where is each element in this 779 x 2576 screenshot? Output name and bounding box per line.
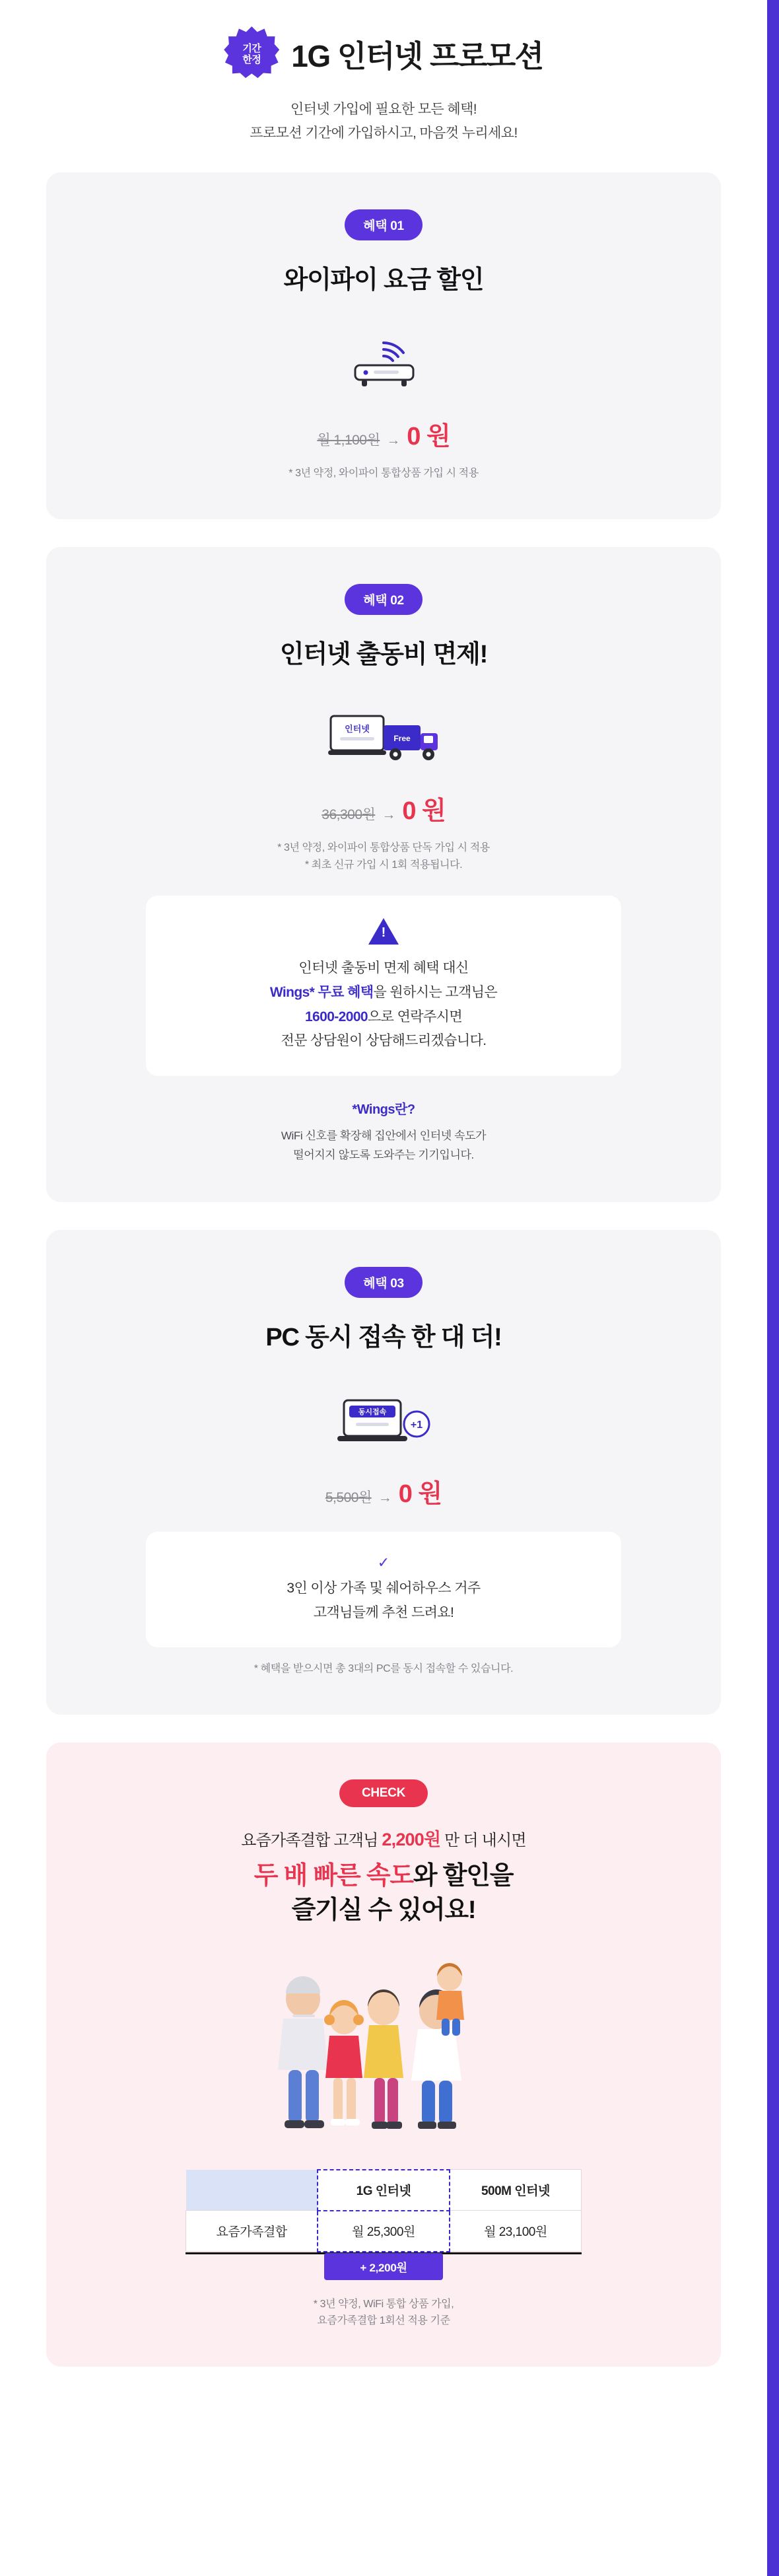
page-title: 1G 인터넷 프로모션	[291, 39, 543, 73]
wings-line2	[166, 981, 601, 1005]
svg-text:인터넷: 인터넷	[345, 723, 370, 734]
router-icon	[334, 326, 433, 398]
benefit-01-price-old: 월 1,100원	[317, 433, 380, 448]
compare-price-500m: 월 23,100원	[450, 2211, 582, 2252]
warning-exclamation: !	[381, 925, 386, 941]
benefit-03-price-arrow: →	[378, 1489, 392, 1505]
header-subtitle	[0, 98, 767, 145]
benefit-01-badge: 혜택 01	[345, 209, 423, 240]
check-lead-a: 요즘가족결합 고객님	[241, 1832, 382, 1850]
wings-definition	[73, 1098, 694, 1165]
benefit-03-title: PC 동시 접속 한 대 더!	[265, 1323, 502, 1351]
wings-phone-number[interactable]: 1600-2000	[304, 1009, 368, 1024]
check-card	[46, 1742, 721, 2367]
family-figures-icon	[252, 1947, 516, 2145]
benefit-03-note: * 혜택을 받으시면 총 3대의 PC를 동시 접속할 수 있습니다.	[254, 1663, 514, 1675]
burst-text	[224, 26, 279, 82]
wings-desc-line1: WiFi 신호를 확장해 집안에서 인터넷 속도가	[281, 1129, 487, 1143]
benefit-card-03	[46, 1230, 721, 1715]
service-truck-illustration	[73, 694, 694, 773]
warning-icon	[368, 918, 399, 946]
benefit-03-recommend-text	[166, 1577, 601, 1626]
truck-icon	[311, 694, 456, 773]
check-headline-row1	[73, 1859, 694, 1893]
page-header	[0, 0, 767, 145]
check-footnote	[73, 2296, 694, 2330]
wings-info-box	[146, 896, 621, 1076]
benefit-03-price-old: 5,500원	[325, 1489, 372, 1505]
wings-definition-desc	[73, 1127, 694, 1165]
burst-line1: 기간	[242, 42, 261, 54]
price-compare-table	[186, 2169, 582, 2281]
benefit-01-price	[73, 415, 694, 452]
svg-text:Free: Free	[393, 733, 411, 743]
compare-price-1g: 월 25,300원	[318, 2211, 450, 2252]
benefit-03-price-new: 0 원	[398, 1480, 442, 1508]
wings-line2-tail: 을 원하시는 고객님은	[373, 984, 498, 1000]
svg-text:+1: +1	[410, 1419, 423, 1431]
check-footnote-line1: * 3년 약정, WiFi 통합 상품 가입,	[313, 2298, 454, 2310]
check-headline-row2: 즐기실 수 있어요!	[291, 1896, 476, 1924]
benefit-03-recommend-line2: 고객님들께 추천 드려요!	[313, 1604, 454, 1620]
benefit-card-01	[46, 172, 721, 519]
check-lead	[73, 1826, 694, 1854]
check-lead-c: 만 더 내시면	[440, 1832, 526, 1850]
benefit-01-price-new: 0 원	[407, 423, 450, 451]
burst-line2: 한정	[242, 54, 261, 65]
benefit-02-price-new: 0 원	[402, 797, 446, 825]
wings-line1: 인터넷 출동비 면제 혜택 대신	[298, 960, 469, 976]
compare-row-label: 요즘가족결합	[186, 2211, 318, 2252]
compare-head-blank	[186, 2170, 318, 2211]
benefit-02-title: 인터넷 출동비 면제!	[279, 640, 488, 668]
benefit-02-badge: 혜택 02	[345, 584, 423, 615]
benefit-03-badge: 혜택 03	[345, 1267, 423, 1298]
check-footnote-line2: 요즘가족결합 1회선 적용 기준	[317, 2315, 450, 2327]
laptop-icon	[318, 1383, 450, 1456]
title-row	[0, 26, 767, 82]
table-row	[186, 2211, 582, 2252]
benefit-01-note: * 3년 약정, 와이파이 통합상품 가입 시 적용	[288, 468, 479, 480]
price-difference-badge: + 2,200원	[324, 2253, 443, 2280]
wings-desc-line2: 떨어지지 않도록 도와주는 기기입니다.	[293, 1149, 474, 1162]
svg-text:동시접속: 동시접속	[358, 1408, 387, 1416]
benefit-02-note-line1: * 3년 약정, 와이파이 통합상품 단독 가입 시 적용	[277, 841, 490, 853]
benefit-02-price-arrow: →	[382, 806, 396, 822]
benefit-03-recommend-box	[146, 1532, 621, 1648]
compare-head-500m: 500M 인터넷	[450, 2170, 582, 2211]
benefit-02-note-line2: * 최초 신규 가입 시 1회 적용됩니다.	[304, 859, 463, 871]
compare-table	[186, 2169, 582, 2252]
header-sub-line1: 인터넷 가입에 필요한 모든 혜택!	[290, 102, 477, 117]
family-illustration	[252, 1947, 516, 2145]
benefit-01-title: 와이파이 요금 할인	[283, 266, 484, 295]
check-icon: ✓	[377, 1554, 390, 1571]
benefit-02-price	[73, 790, 694, 826]
limited-time-burst-icon	[224, 26, 279, 82]
wings-info-text	[166, 956, 601, 1054]
compare-head-1g: 1G 인터넷	[318, 2170, 450, 2211]
check-lead-amount: 2,200원	[382, 1830, 441, 1850]
laptop-plus-illustration	[73, 1377, 694, 1456]
wings-line3-tail: 으로 연락주시면	[367, 1009, 463, 1024]
check-badge: CHECK	[339, 1779, 428, 1807]
wings-line4: 전문 상담원이 상담해드리겠습니다.	[281, 1033, 487, 1049]
wings-definition-title: *Wings란?	[352, 1102, 415, 1118]
wings-line3	[166, 1005, 601, 1030]
benefit-02-note	[73, 840, 694, 873]
check-headline-rest: 와 할인을	[413, 1862, 514, 1890]
benefit-03-price	[73, 1473, 694, 1509]
wings-free-label: Wings* 무료 혜택	[269, 984, 374, 1000]
benefit-card-02	[46, 547, 721, 1202]
check-headline	[73, 1859, 694, 1927]
wifi-router-illustration	[73, 319, 694, 398]
benefit-01-price-arrow: →	[386, 433, 401, 448]
benefit-03-recommend-line1: 3인 이상 가족 및 쉐어하우스 거주	[287, 1580, 481, 1596]
header-sub-line2: 프로모션 기간에 가입하시고, 마음껏 누리세요!	[250, 125, 518, 141]
benefit-02-price-old: 36,300원	[322, 806, 376, 822]
table-row-head	[186, 2170, 582, 2211]
check-headline-red: 두 배 빠른 속도	[254, 1862, 413, 1890]
right-accent-bar	[767, 0, 779, 2576]
